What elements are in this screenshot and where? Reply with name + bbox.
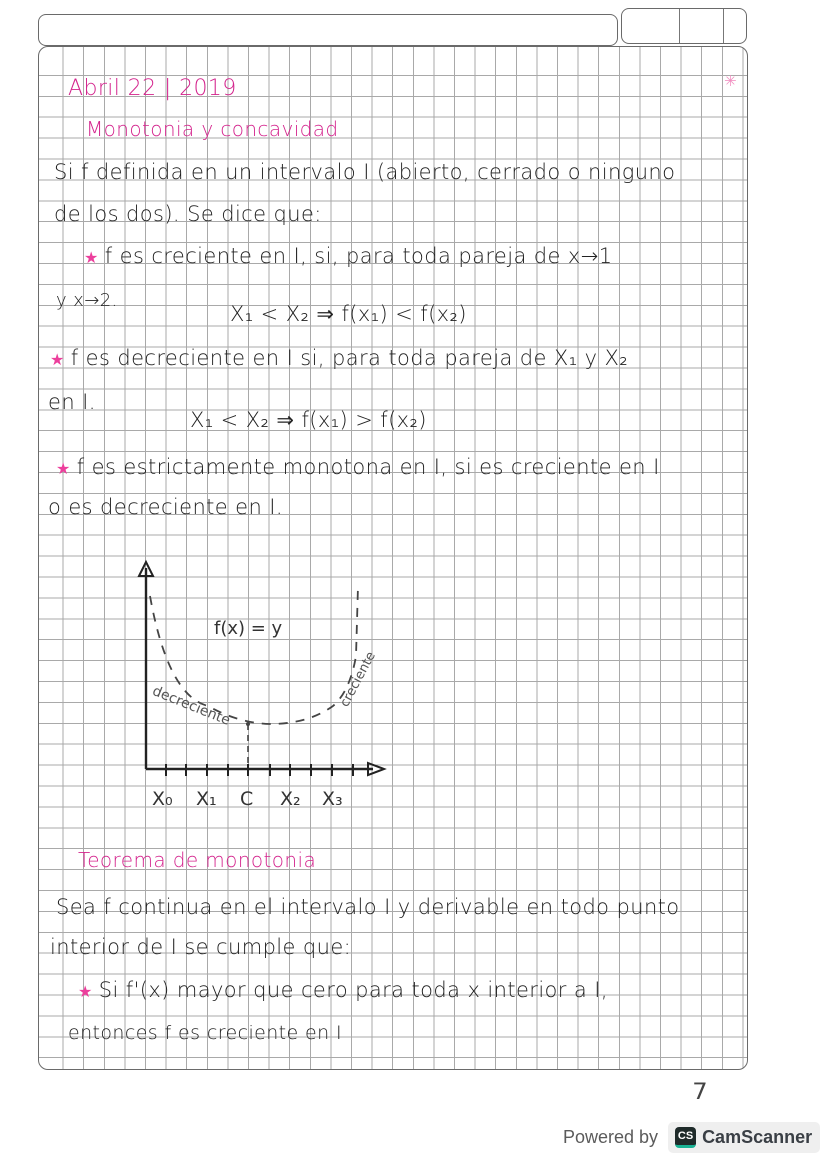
x-tick-label-x2: X₂ <box>280 788 301 810</box>
x-tick-label-c: C <box>240 788 254 810</box>
star-bullet-icon: ★ <box>78 982 93 1001</box>
header-cell <box>680 9 725 43</box>
star-bullet-icon: ★ <box>84 248 99 267</box>
header-cell <box>622 9 680 43</box>
x-tick-label-x1: X₁ <box>196 788 217 810</box>
notebook-header-date-cells <box>621 8 747 44</box>
increasing-label: creciente <box>337 649 379 710</box>
theorem-title: Teorema de monotonia <box>78 848 317 872</box>
monotonicity-graph <box>128 556 398 826</box>
formula-creciente: X₁ < X₂ ⇒ f(x₁) < f(x₂) <box>230 302 467 326</box>
star-bullet-icon: ★ <box>56 459 71 478</box>
definition-creciente-line-2: y x→2. <box>56 290 118 311</box>
page-number: 7 <box>692 1080 708 1105</box>
camscanner-brand: CamScanner <box>702 1127 813 1147</box>
x-tick-label-x0: X₀ <box>152 788 173 810</box>
definition-decreciente-line-2: en I. <box>48 390 96 414</box>
theorem-line-2: interior de I se cumple que: <box>50 935 352 959</box>
definition-text: f es creciente en I, si, para toda pareja de x→1 <box>104 244 613 268</box>
intro-line-2: de los dos). Se dice que: <box>54 202 322 226</box>
definition-monotona-line-1 <box>56 455 660 479</box>
camscanner-watermark <box>563 1122 820 1153</box>
date-heading: Abril 22 | 2019 <box>68 76 237 101</box>
corner-star-mark: ✳ <box>724 72 737 90</box>
theorem-bullet-line-1 <box>78 978 608 1002</box>
theorem-bullet-line-2: entonces f es creciente en I <box>68 1022 343 1044</box>
camscanner-logo-icon: CS <box>675 1127 696 1148</box>
x-tick-label-x3: X₃ <box>322 788 343 810</box>
camscanner-badge <box>668 1122 820 1153</box>
definition-decreciente-line-1 <box>50 346 628 370</box>
definition-text: f es estrictamente monotona en I, si es creciente en I <box>76 455 660 479</box>
function-label: f(x) = y <box>214 618 283 639</box>
definition-monotona-line-2: o es decreciente en I. <box>48 495 283 519</box>
powered-by-text: Powered by <box>563 1127 659 1147</box>
decreasing-label: decreciente <box>150 683 233 729</box>
definition-creciente-line-1 <box>84 244 613 268</box>
header-cell <box>724 9 746 43</box>
theorem-bullet-text: Si f'(x) mayor que cero para toda x interior a I, <box>98 978 608 1002</box>
page-title: Monotonia y concavidad <box>86 117 339 141</box>
star-bullet-icon: ★ <box>50 350 65 369</box>
theorem-line-1: Sea f continua en el intervalo I y derivable en todo punto <box>56 895 680 919</box>
formula-decreciente: X₁ < X₂ ⇒ f(x₁) > f(x₂) <box>190 408 427 432</box>
definition-text: f es decreciente en I si, para toda pareja de X₁ y X₂ <box>70 346 629 370</box>
intro-line-1: Si f definida en un intervalo I (abierto, cerrado o ninguno <box>54 160 676 184</box>
notebook-header-title-box <box>38 14 618 46</box>
